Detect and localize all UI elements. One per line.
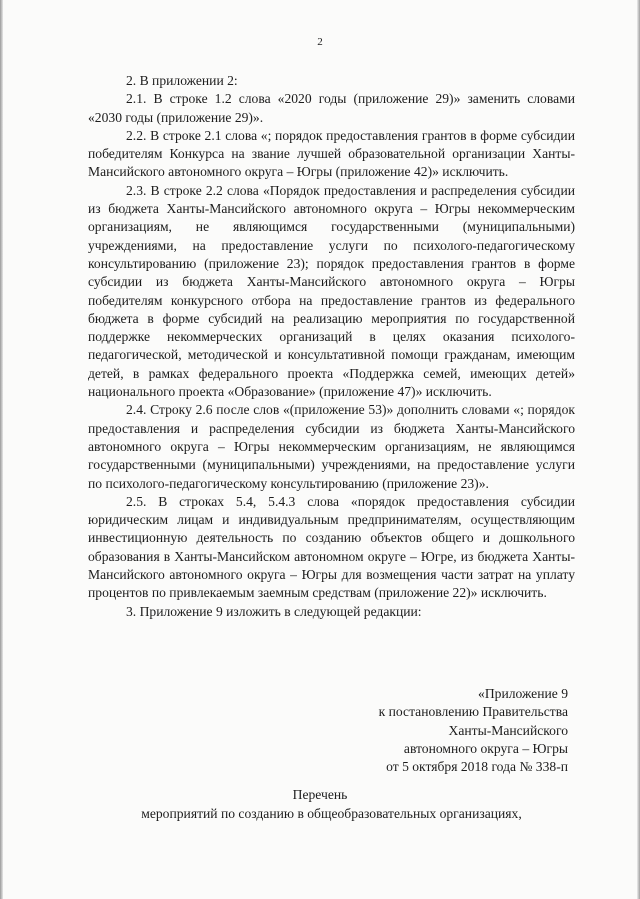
document-body: [88, 72, 575, 621]
scan-edge-left: [0, 0, 3, 899]
paragraph-item-2-4: 2.4. Строку 2.6 после слов «(приложение 53)» дополнить словами «; порядок предоставления и распределения субсидии из бюджета Ханты-Мансийского автономного округа – Югры некоммерческим организациям, не являющимся государственными (муниципальными) учреждениями, на предоставление услуги по психолого-педагогическому консультированию (приложение 23)».: [88, 402, 575, 491]
appendix-header-line: к постановлению Правительства: [378, 704, 568, 720]
paragraph-item-2: 2. В приложении 2:: [126, 73, 238, 88]
list-subtitle: мероприятий по созданию в общеобразовательных организациях,: [141, 806, 522, 821]
list-title: Перечень: [292, 787, 348, 802]
paragraph-item-2-1: 2.1. В строке 1.2 слова «2020 годы (приложение 29)» заменить словами «2030 годы (приложение 29)».: [88, 91, 575, 125]
paragraph-item-3: 3. Приложение 9 изложить в следующей редакции:: [126, 603, 422, 619]
paragraph-item-2-5: 2.5. В строках 5.4, 5.4.3 слова «порядок предоставления субсидии юридическим лицам и индивидуальным предпринимателям, осуществляющим инвестиционную деятельность по созданию объектов общего и дошкольного образования в Ханты-Мансийском автономном округе – Югре, из бюджета Ханты-Мансийского автономного округа – Югры для возмещения части затрат на уплату процентов по привлекаемым заемным средствам (приложение 22)» исключить.: [88, 493, 575, 601]
appendix-header: [379, 685, 568, 776]
appendix-header-line: «Приложение 9: [478, 686, 568, 701]
page-number: 2: [317, 36, 323, 48]
paragraph-item-2-2: 2.2. В строке 2.1 слова «; порядок предоставления грантов в форме субсидии победителям Конкурса на звание лучшей образовательной организации Ханты-Мансийского автономного округа – Югры (приложение 42)» исключить.: [88, 127, 575, 180]
appendix-header-line: Ханты-Мансийского: [448, 722, 568, 738]
appendix-header-line: автономного округа – Югры: [403, 740, 568, 756]
appendix-header-line: от 5 октября 2018 года № 338-п: [386, 759, 568, 775]
paragraph-item-2-3: 2.3. В строке 2.2 слова «Порядок предоставления и распределения субсидии из бюджета Ханты-Мансийского автономного округа – Югры некоммерческим организациям, не являющимся государственными (муниципальными) учреждениями, на предоставление услуги по психолого-педагогическому консультированию (приложение 23); порядок предоставления грантов в форме субсидии из бюджета Ханты-Мансийского автономного округа – Югры победителям конкурсного отбора на предоставление грантов из федерального бюджета в форме субсидий на реализацию мероприятия по государственной поддержке некоммерческих организаций в целях оказания психолого-педагогической, методической и консультативной помощи гражданам, имеющим детей, в рамках федерального проекта «Поддержка семей, имеющих детей» национального проекта «Образование» (приложение 47)» исключить.: [88, 182, 575, 400]
